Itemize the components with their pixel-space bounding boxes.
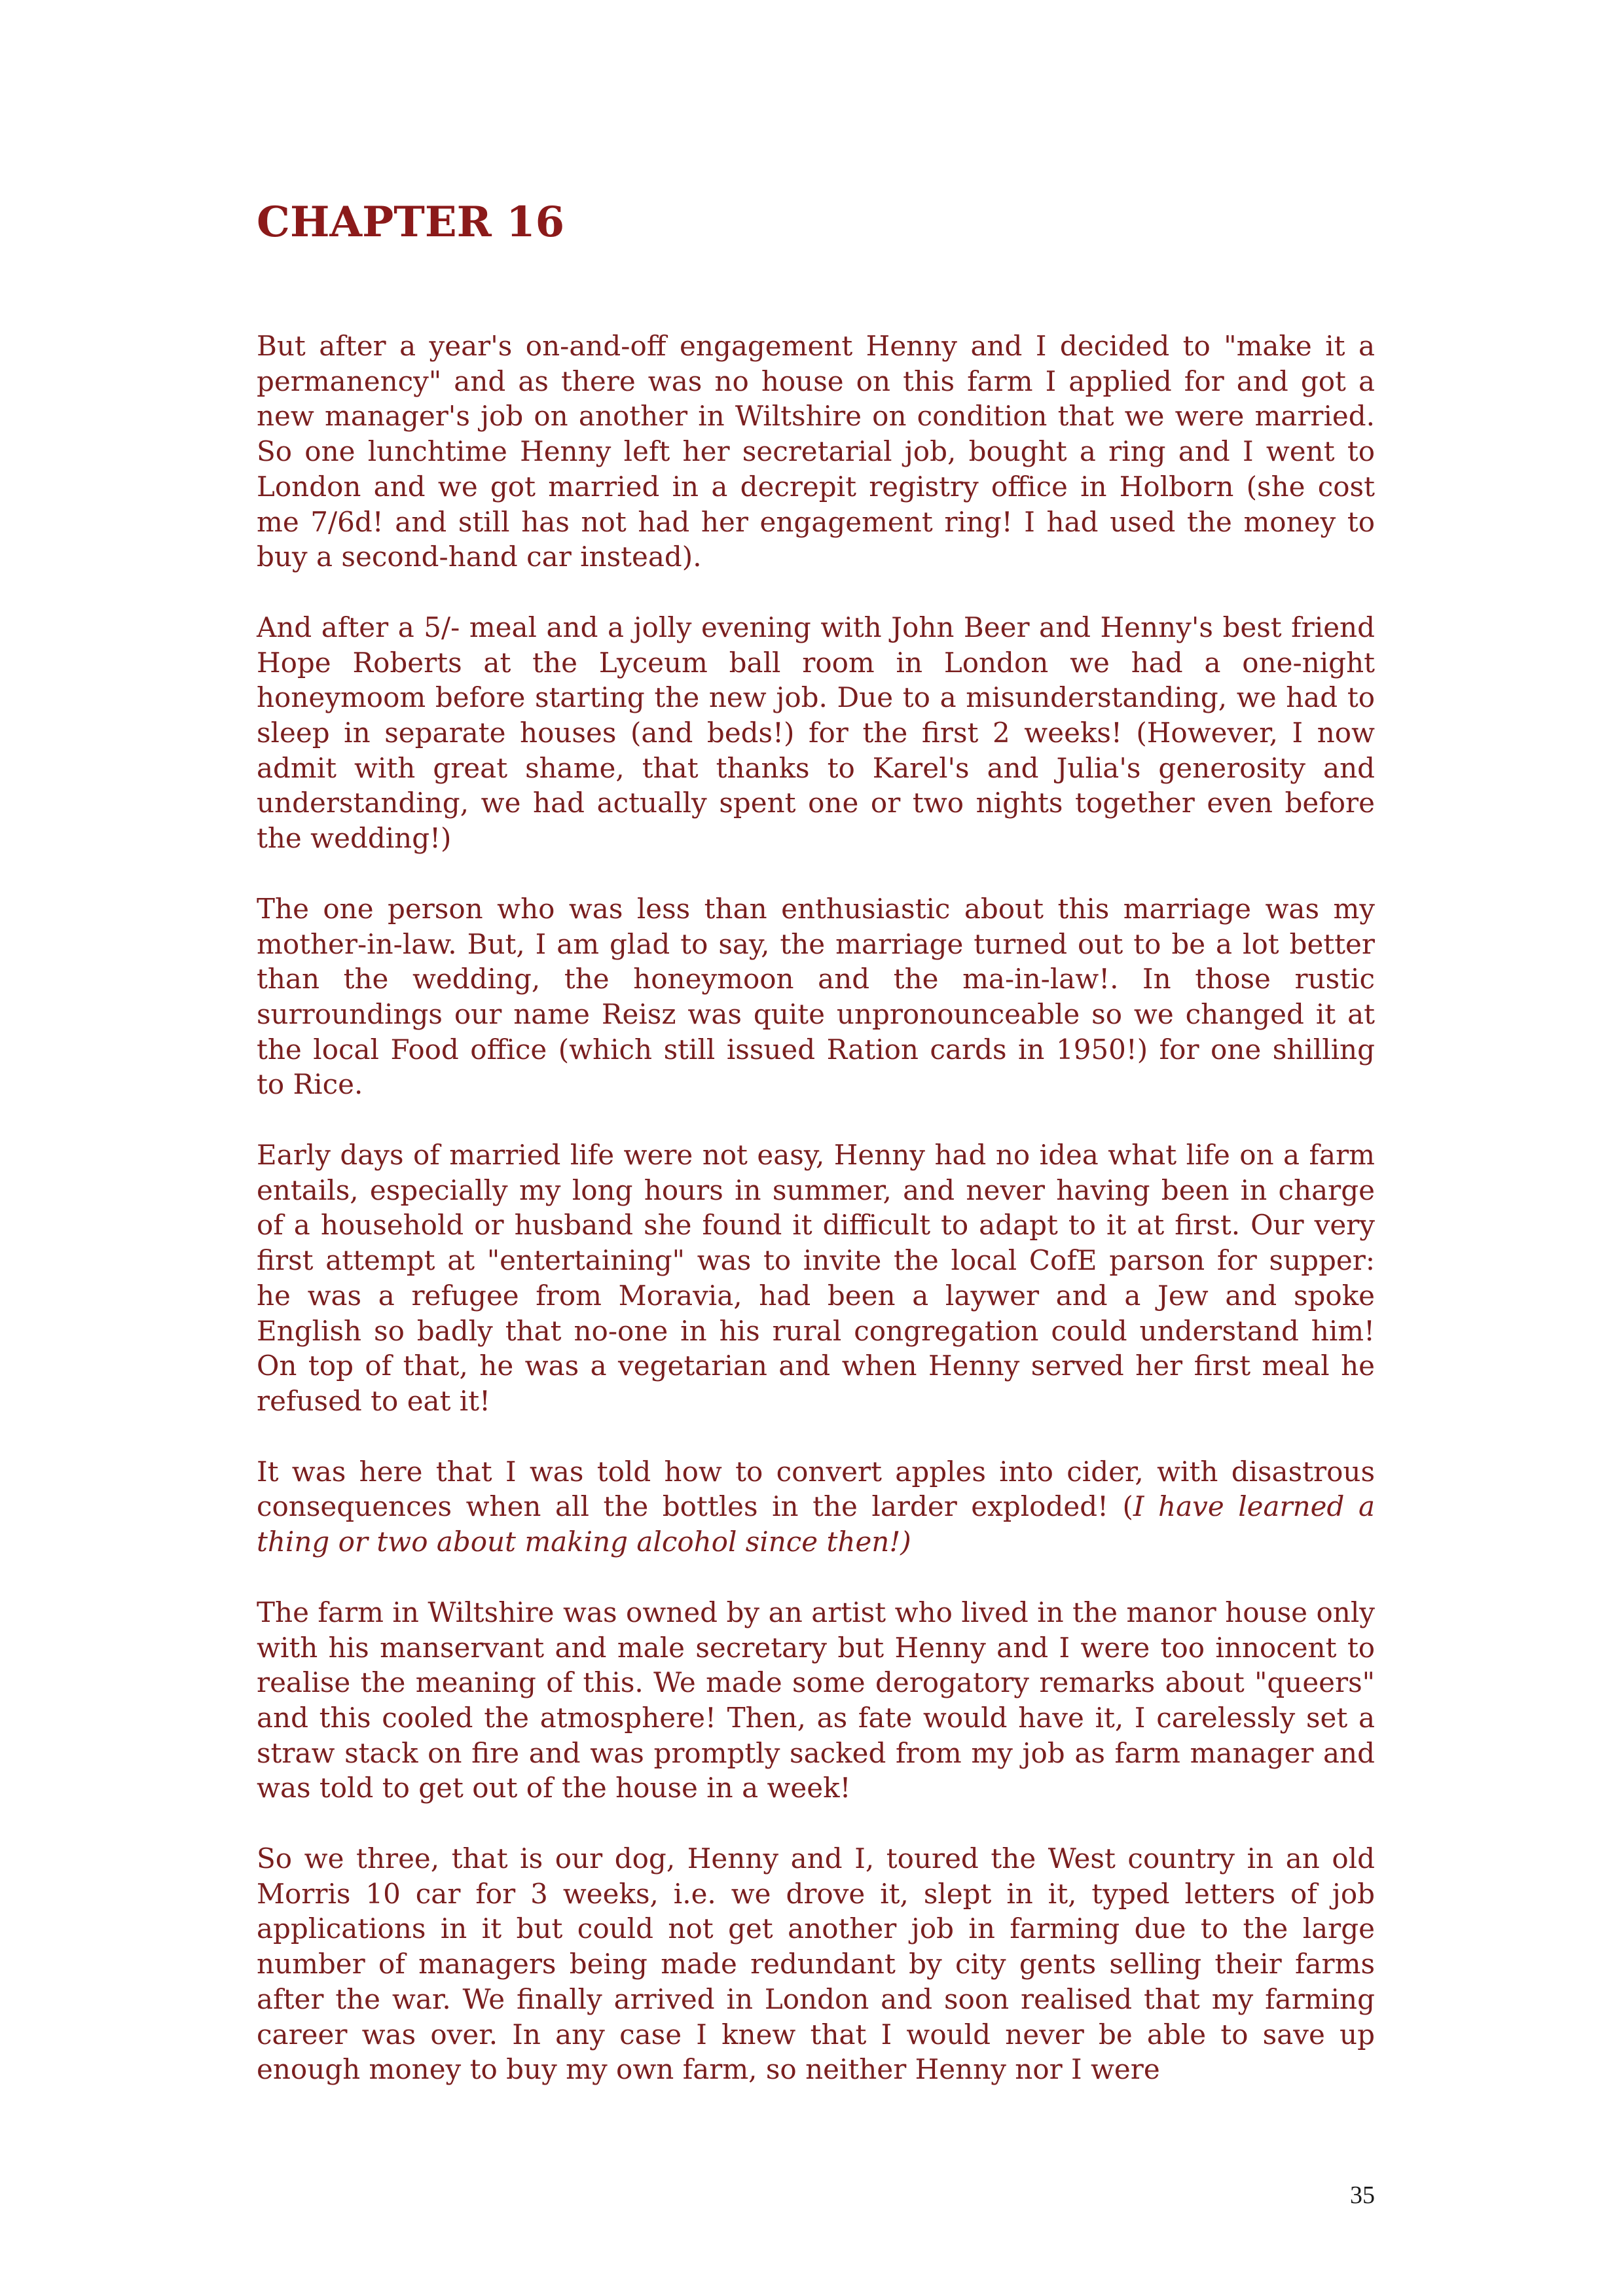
paragraph-5-italic-text: I have learned a thing or two about making alcohol since then!) (257, 1490, 1375, 1558)
page-number: 35 (1350, 2181, 1375, 2209)
paragraph-7: So we three, that is our dog, Henny and I, toured the West country in an old Morris 10 car for 3 weeks, i.e. we drove it, slept in it, typed letters of job applications in it but could not get another job in farming due to the large number of managers being made redundant by city gents selling their farms after the war. We finally arrived in London and soon realised that my farming career was over. In any case I knew that I would never be able to save up enough money to buy my own farm, so neither Henny nor I were (257, 1842, 1375, 2086)
body-text (257, 329, 1375, 2087)
paragraph-5 (257, 1454, 1375, 1560)
paragraph-6: The farm in Wiltshire was owned by an artist who lived in the manor house only with his manservant and male secretary but Henny and I were too innocent to realise the meaning of this. We made some derogatory remarks about "queers" and this cooled the atmosphere! Then, as fate would have it, I carelessly set a straw stack on fire and was promptly sacked from my job as farm manager and was told to get out of the house in a week! (257, 1596, 1375, 1804)
chapter-title: CHAPTER 16 (257, 198, 565, 247)
paragraph-5-text: It was here that I was told how to convert apples into cider, with disastrous consequences when all the bottles in the larder exploded! ( (257, 1455, 1375, 1523)
paragraph-4: Early days of married life were not easy, Henny had no idea what life on a farm entails, especially my long hours in summer, and never having been in charge of a household or husband she found it difficult to adapt to it at first. Our very first attempt at "entertaining" was to invite the local CofE parson for supper: he was a refugee from Moravia, had been a laywer and a Jew and spoke English so badly that no-one in his rural congregation could understand him! On top of that, he was a vegetarian and when Henny served her first meal he refused to eat it! (257, 1139, 1375, 1417)
paragraph-1: But after a year's on-and-off engagement Henny and I decided to "make it a permanency" and as there was no house on this farm I applied for and got a new manager's job on another in Wiltshire on condition that we were married. So one lunchtime Henny left her secretarial job, bought a ring and I went to London and we got married in a decrepit registry office in Holborn (she cost me 7/6d! and still has not had her engagement ring! I had used the money to buy a second-hand car instead). (257, 330, 1375, 573)
paragraph-3: The one person who was less than enthusiastic about this marriage was my mother-in-law. But, I am glad to say, the marriage turned out to be a lot better than the wedding, the honeymoon and the ma-in-law!. In those rustic surroundings our name Reisz was quite unpronounceable so we changed it at the local Food office (which still issued Ration cards in 1950!) for one shilling to Rice. (257, 892, 1375, 1101)
paragraph-2: And after a 5/- meal and a jolly evening with John Beer and Henny's best friend Hope Roberts at the Lyceum ball room in London we had a one-night honeymoom before starting the new job. Due to a misunderstanding, we had to sleep in separate houses (and beds!) for the first 2 weeks! (However, I now admit with great shame, that thanks to Karel's and Julia's generosity and understanding, we had actually spent one or two nights together even before the wedding!) (257, 611, 1375, 855)
